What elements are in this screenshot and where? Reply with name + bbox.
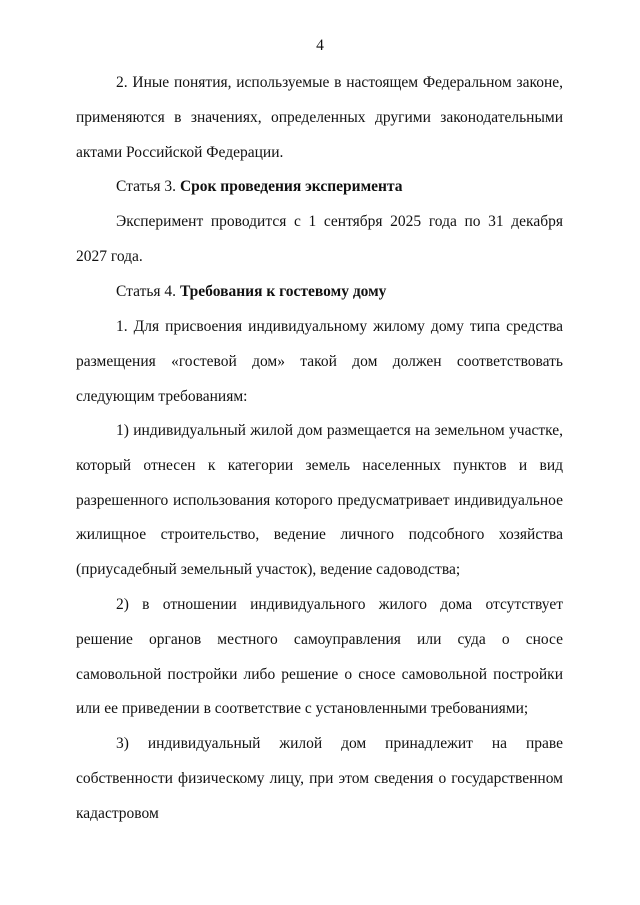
- paragraph-requirement-3: 3) индивидуальный жилой дом принадлежит на праве собственности физическому лицу, при этом сведения о государственном кадастровом: [76, 735, 563, 822]
- article-3-title: Срок проведения эксперимента: [179, 178, 403, 195]
- article-4-heading: [116, 275, 386, 310]
- page-number: 4: [316, 37, 324, 54]
- article-4-title: Требования к гостевому дому: [179, 283, 387, 300]
- paragraph-other-concepts: 2. Иные понятия, используемые в настоящем Федеральном законе, применяются в значениях, определенных другими законодательными актами Российской Федерации.: [76, 74, 563, 161]
- article-3-heading: [116, 170, 403, 205]
- paragraph-requirement-2: 2) в отношении индивидуального жилого дома отсутствует решение органов местного самоуправления или суда о сносе самовольной постройки либо решение о сносе самовольной постройки или ее приведении в соответствие с установленными требованиями;: [76, 596, 563, 718]
- article-4-label: Статья 4.: [116, 283, 177, 300]
- paragraph-guest-house-requirements: 1. Для присвоения индивидуальному жилому дому типа средства размещения «гостевой дом» такой дом должен соответствовать следующим требованиям:: [76, 318, 563, 405]
- paragraph-experiment-period: Эксперимент проводится с 1 сентября 2025 года по 31 декабря 2027 года.: [76, 213, 563, 265]
- article-3-label: Статья 3.: [116, 178, 177, 195]
- paragraph-requirement-1: 1) индивидуальный жилой дом размещается на земельном участке, который отнесен к категории земель населенных пунктов и вид разрешенного использования которого предусматривает индивидуальное жилищное строительство, ведение личного подсобного хозяйства (приусадебный земельный участок), ведение садоводства;: [76, 422, 563, 579]
